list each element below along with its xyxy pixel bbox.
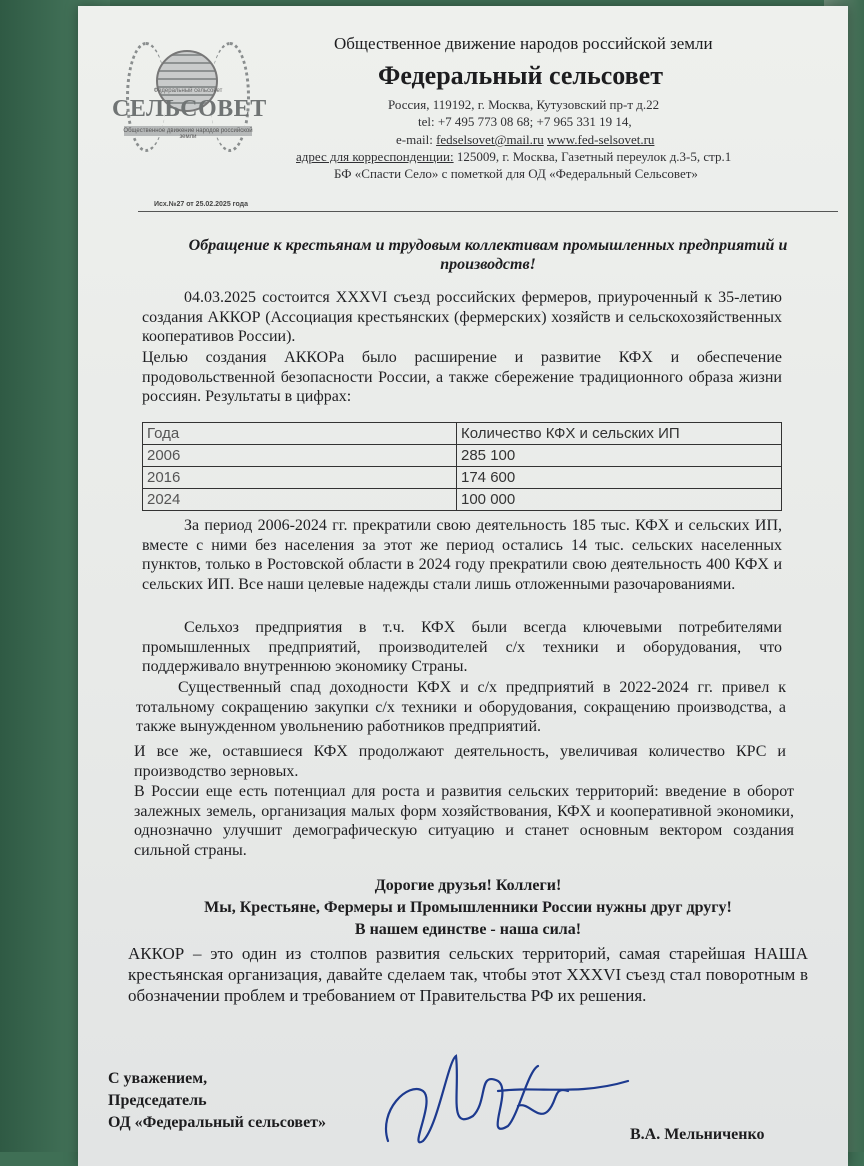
call-unity: Мы, Крестьяне, Фермеры и Промышленники России нужны друг другу! xyxy=(204,899,732,916)
correspondence-address: 125009, г. Москва, Газетный переулок д.3-5, стр.1 xyxy=(456,149,732,164)
table-row xyxy=(143,445,782,467)
paragraph-income-drop: Существенный спад доходности КФХ и с/х предприятий в 2022-2024 гг. привел к тотальному сокращению закупки с/х техники и оборудования, сокращению производства, а также вынужденном увольнению работников предприятий. xyxy=(136,679,786,735)
paragraph-goal: Целью создания АККОРа было расширение и развитие КФХ и обеспечение продовольственной безопасности России, а также сбережение традиционного образа жизни россиян. Результаты в цифрах: xyxy=(142,349,782,405)
closing-position: Председатель xyxy=(108,1092,207,1109)
table-cell-count: 174 600 xyxy=(457,467,782,489)
appeal-title: Обращение к крестьянам и трудовым коллективам промышленных предприятий и производств! xyxy=(188,237,788,273)
reference-number: Исх.№27 от 25.02.2025 года xyxy=(154,201,249,208)
table-cell-year: 2006 xyxy=(143,445,457,467)
movement-name: Общественное движение народов российской земли xyxy=(334,34,713,53)
paragraph-potential: В России еще есть потенциал для роста и развития сельских территорий: введение в оборот залежных земель, организация малых форм хозяйствования, КФХ и кооперативной экономики, однозначно улучшит демографическую ситуацию и станет основным вектором создания сильной страны. xyxy=(134,783,794,859)
signature-block xyxy=(108,1068,326,1134)
paragraph-consumers: Сельхоз предприятия в т.ч. КФХ были всегда ключевыми потребителями промышленных предприятий, производителей с/х техники и оборудования, что поддерживало внутреннюю экономику Страны. xyxy=(142,619,782,675)
email-label: e-mail: xyxy=(396,132,433,147)
document-page xyxy=(78,6,848,1166)
call-friends: Дорогие друзья! Коллеги! xyxy=(374,877,562,894)
logo-bottom-text: Общественное движение народов российской земли xyxy=(123,128,253,140)
header-divider xyxy=(138,211,838,212)
signatory-name: В.А. Мельниченко xyxy=(630,1126,765,1143)
table-row xyxy=(143,467,782,489)
website-link[interactable]: www.fed-selsovet.ru xyxy=(546,132,655,147)
logo-title: СЕЛЬСОВЕТ xyxy=(112,96,267,122)
paragraph-continuing: И все же, оставшиеся КФХ продолжают деятельность, увеличивая количество КРС и производство зерновых. xyxy=(134,743,786,780)
phone-line: tel: +7 495 773 08 68; +7 965 331 19 14, xyxy=(418,114,632,129)
logo-top-text: Федеральный сельсовет xyxy=(153,88,223,94)
call-strength: В нашем единстве - наша сила! xyxy=(354,921,582,938)
table-cell-year: 2024 xyxy=(143,489,457,511)
organization-logo xyxy=(112,36,267,186)
address-line: Россия, 119192, г. Москва, Кутузовский пр-т д.22 xyxy=(388,97,660,112)
email-link[interactable]: fedselsovet@mail.ru xyxy=(436,132,544,147)
paragraph-akkor: АККОР – это один из столпов развития сельских территорий, самая старейшая НАША крестьянская организация, давайте сделаем так, чтобы этот XXXVI съезд стал поворотным в обозначении проблем и требованием от Правительства РФ их решения. xyxy=(128,944,808,1005)
paragraph-congress: 04.03.2025 состоится XXXVI съезд российских фермеров, приуроченный к 35-летию создания АККОР (Ассоциация крестьянских (фермерских) хозяйств и сельскохозяйственных кооперативов России). xyxy=(142,289,782,345)
table-header-cell: Года xyxy=(143,423,457,445)
paragraph-decline: За период 2006-2024 гг. прекратили свою деятельность 185 тыс. КФХ и сельских ИП, вместе с ними без населения за этот же период остались 14 тыс. сельских населенных пунктов, только в Ростовской области в 2024 году прекратили свою деятельность 400 КФХ и сельских ИП. Все наши целевые надежды стали лишь отложенными разочарованиями. xyxy=(142,517,782,593)
closing-regards: С уважением, xyxy=(108,1070,208,1087)
table-header-row xyxy=(143,423,782,445)
table-row xyxy=(143,489,782,511)
correspondence-line xyxy=(296,149,731,165)
correspondence-label: адрес для корреспонденции: xyxy=(296,149,454,164)
email-line xyxy=(396,132,654,148)
table-cell-year: 2016 xyxy=(143,467,457,489)
closing-organization: ОД «Федеральный сельсовет» xyxy=(108,1114,327,1131)
table-cell-count: 285 100 xyxy=(457,445,782,467)
table-cell-count: 100 000 xyxy=(457,489,782,511)
handwritten-signature xyxy=(378,1031,658,1156)
statistics-table xyxy=(142,422,782,511)
table-header-cell: Количество КФХ и сельских ИП xyxy=(457,423,782,445)
organization-name: Федеральный сельсовет xyxy=(378,61,663,90)
fund-line: БФ «Спасти Село» с пометкой для ОД «Федеральный Сельсовет» xyxy=(334,166,698,181)
